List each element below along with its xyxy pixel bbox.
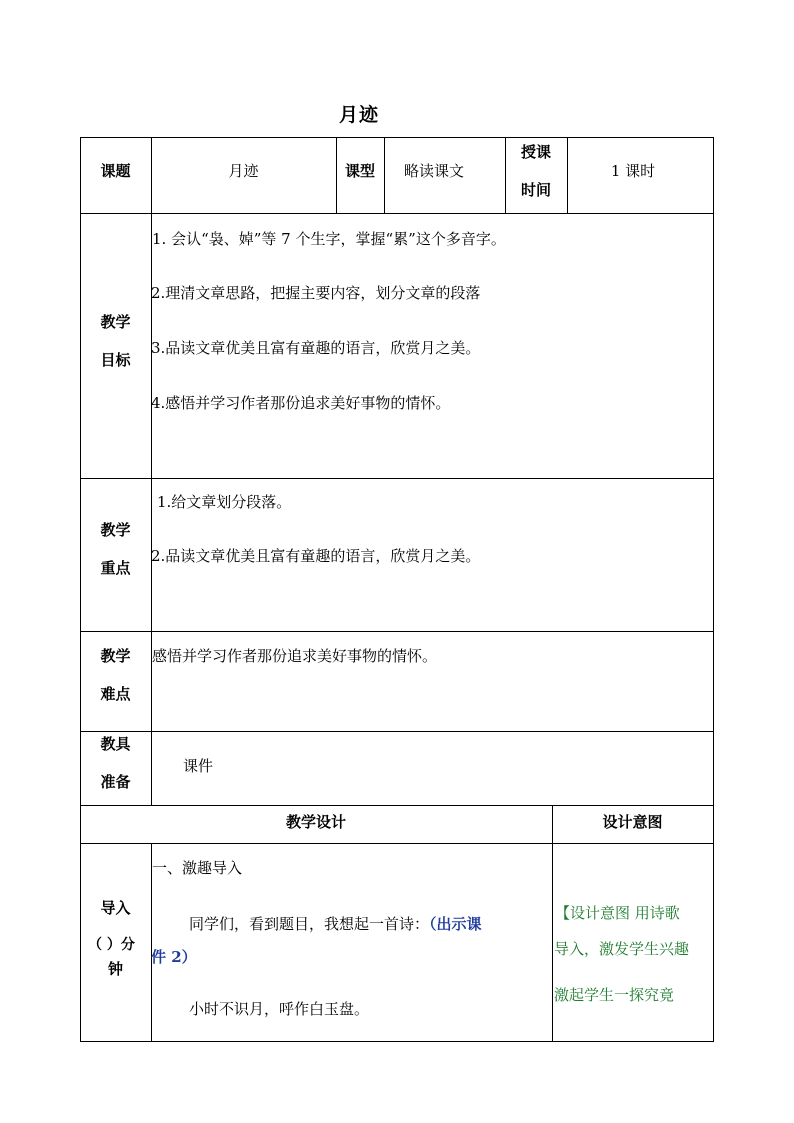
col-divider (552, 805, 553, 1042)
difficulties-label-2: 难点 (100, 685, 131, 703)
intro-line-2: 小时不识月，呼作白玉盘。 (189, 1000, 370, 1018)
topic-value: 月迹 (228, 162, 259, 180)
table-border-bottom (80, 1041, 714, 1042)
goals-label-2: 目标 (100, 351, 131, 369)
tools-value: 课件 (183, 757, 214, 775)
row-divider (80, 213, 714, 214)
row-divider (80, 731, 714, 732)
intro-label-1: 导入 (100, 899, 131, 917)
tools-label-2: 准备 (100, 773, 131, 791)
time-value: 1 课时 (610, 162, 656, 180)
intro-label-2: （ ）分 (88, 937, 135, 953)
intent-line: 导入，激发学生兴趣 (554, 940, 690, 958)
keypoints-label-2: 重点 (100, 559, 131, 577)
difficulty-text: 感悟并学习作者那份追求美好事物的情怀。 (152, 647, 438, 665)
row-divider (80, 631, 714, 632)
design-header-left: 教学设计 (285, 813, 346, 831)
tools-label-1: 教具 (100, 735, 131, 753)
type-value: 略读课文 (403, 162, 464, 180)
keypoints-label-1: 教学 (100, 521, 131, 539)
intro-label-3: 钟 (107, 960, 123, 978)
keypoint-item: 1.给文章划分段落。 (157, 493, 292, 511)
goals-label-1: 教学 (100, 313, 131, 331)
page-title: 月迹 (338, 104, 379, 126)
design-header-right: 设计意图 (602, 813, 663, 831)
row-divider (80, 805, 714, 806)
intent-line: 激起学生一探究竟 (554, 986, 675, 1004)
goal-item: 2.理清文章思路，把握主要内容，划分文章的段落 (151, 284, 481, 302)
table-border-top (80, 137, 714, 138)
goal-item: 4.感悟并学习作者那份追求美好事物的情怀。 (151, 394, 451, 412)
difficulties-label-1: 教学 (100, 647, 131, 665)
intro-line-1 (189, 913, 482, 934)
row-divider (80, 478, 714, 479)
table-border-right (713, 137, 714, 1042)
topic-label: 课题 (100, 162, 131, 180)
time-label-1: 授课 (520, 143, 551, 161)
intro-line-1-note: （出示课 (429, 915, 482, 933)
goal-item: 3.品读文章优美且富有童趣的语言，欣赏月之美。 (151, 339, 481, 357)
keypoint-item: 2.品读文章优美且富有童趣的语言，欣赏月之美。 (151, 547, 481, 565)
intro-line-1-note-cont: 件 2） (151, 948, 197, 966)
row-divider (80, 843, 714, 844)
intro-line-1-text: 同学们，看到题目，我想起一首诗： (189, 915, 430, 933)
time-label-2: 时间 (520, 181, 551, 199)
goal-item: 1. 会认“袅、婥”等 7 个生字，掌握“累”这个多音字。 (152, 230, 506, 248)
type-label: 课型 (344, 162, 375, 180)
intent-line: 【设计意图 用诗歌 (555, 904, 680, 922)
intro-heading: 一、激趣导入 (152, 859, 243, 877)
